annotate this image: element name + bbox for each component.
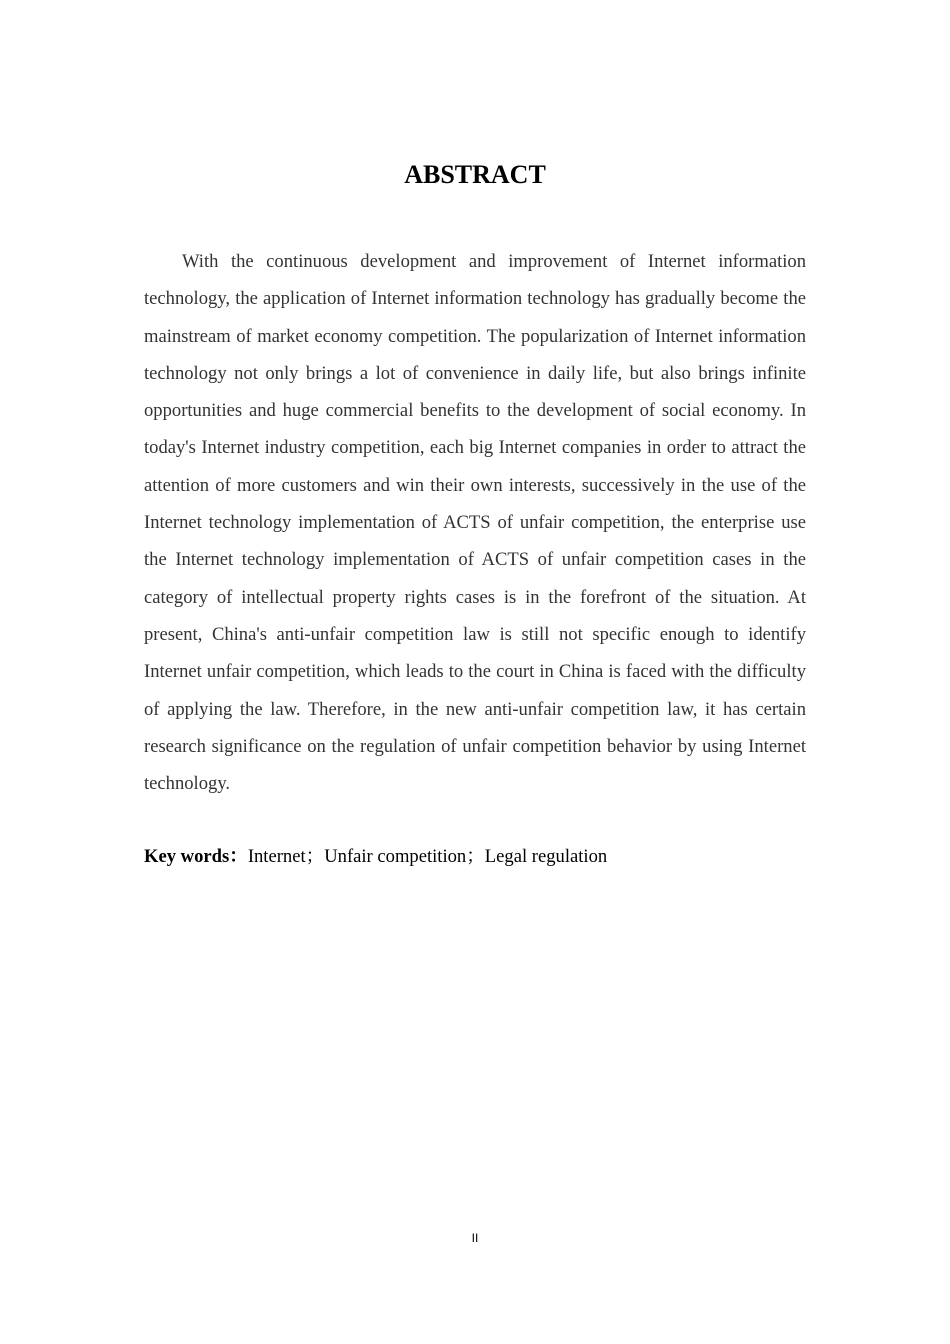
- page-title: ABSTRACT: [404, 160, 546, 189]
- keywords-line: [144, 840, 844, 874]
- abstract-paragraph: With the continuous development and improvement of Internet information technology, the application of Internet information technology has gradually become the mainstream of market economy competition. The popularization of Internet information technology not only brings a lot of convenience in daily life, but also brings infinite opportunities and huge commercial benefits to the development of social economy. In today's Internet industry competition, each big Internet companies in order to attract the attention of more customers and win their own interests, successively in the use of the Internet technology implementation of ACTS of unfair competition, the enterprise use the Internet technology implementation of ACTS of unfair competition cases in the category of intellectual property rights cases is in the forefront of the situation. At present, China's anti-unfair competition law is still not specific enough to identify Internet unfair competition, which leads to the court in China is faced with the difficulty of applying the law. Therefore, in the new anti-unfair competition law, it has certain research significance on the regulation of unfair competition behavior by using Internet technology.: [144, 251, 806, 795]
- page-number: II: [471, 1231, 479, 1245]
- keywords-values: Internet；Unfair competition；Legal regulation: [247, 846, 608, 867]
- keywords-label: Key words：: [144, 846, 248, 867]
